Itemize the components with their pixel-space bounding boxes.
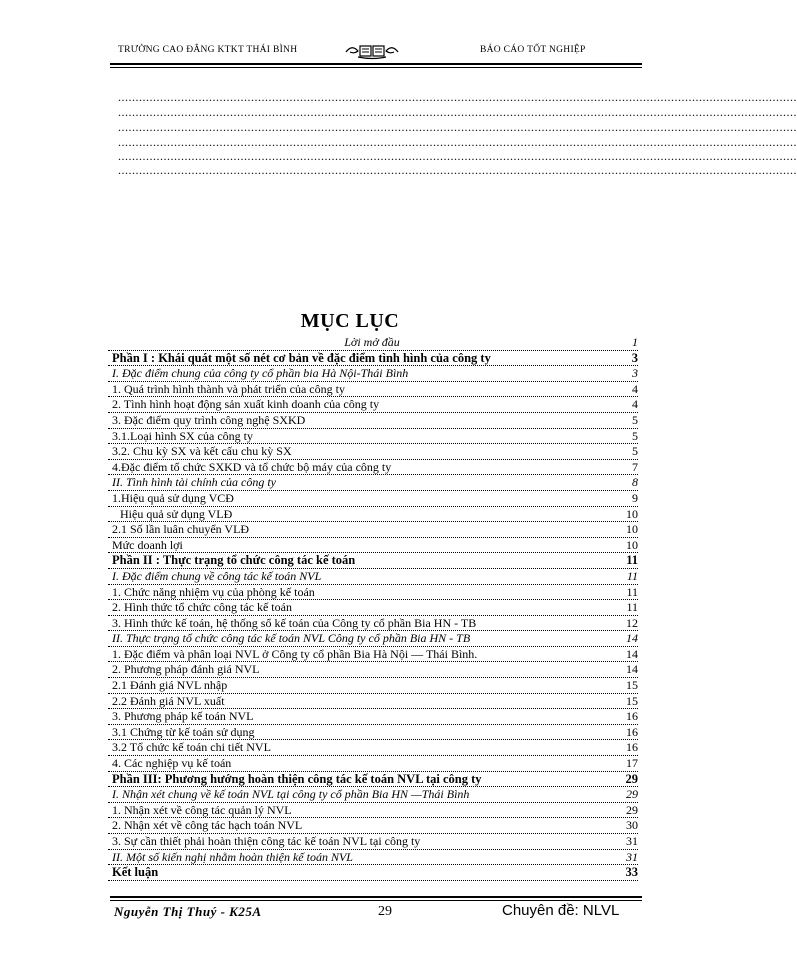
page-footer	[112, 902, 648, 928]
toc-entry-page: 3	[631, 350, 638, 365]
toc-entry	[108, 803, 638, 819]
toc-entry-title: 2. Hình thức tổ chức công tác kế toán	[112, 600, 292, 615]
toc-entry-title: 3.2 Tổ chức kế toán chi tiết NVL	[112, 740, 271, 755]
toc-entry	[108, 429, 638, 445]
toc-entry-page: 15	[626, 678, 638, 693]
toc-entry-title: 3.1.Loại hình SX của công ty	[112, 428, 253, 443]
toc-entry-page: 1	[632, 335, 638, 349]
dotted-line: ..................................................................................................................................................................................................	[118, 90, 797, 104]
toc-entry-title: 2.1 Số lần luân chuyển VLĐ	[112, 522, 250, 537]
toc-entry	[108, 865, 638, 881]
toc-entry	[108, 397, 638, 413]
toc-entry-title: Kết luận	[112, 865, 159, 880]
toc-entry-page: 15	[626, 693, 638, 708]
toc-entry-title: I. Đặc điểm chung của công ty cổ phần bia Hà Nội-Thái Bình	[112, 366, 409, 381]
toc-entry-page: 4	[632, 397, 638, 412]
footer-page-number: 29	[378, 904, 392, 919]
toc-entry-title: I. Đặc điểm chung về công tác kế toán NVL	[112, 568, 322, 583]
toc-entry-title: Hiệu quả sử dụng VLĐ	[120, 506, 233, 521]
toc-entry	[108, 709, 638, 725]
toc-entry-title: Phần I : Khái quát một số nét cơ bản về đặc điểm tình hình của công ty	[112, 350, 491, 365]
toc-entry	[108, 756, 638, 772]
toc-entry-title: 1. Nhận xét về công tác quản lý NVL	[112, 802, 292, 817]
toc-entry	[108, 787, 638, 803]
toc-entry	[108, 818, 638, 834]
toc-entry	[108, 460, 638, 476]
toc-entry	[108, 678, 638, 694]
toc-entry-title: 3. Đặc điểm quy trình công nghệ SXKD	[112, 412, 306, 427]
toc-entry-page: 3	[632, 366, 638, 381]
toc-entry-page: 4	[632, 381, 638, 396]
dotted-line: ..................................................................................................................................................................................................	[118, 149, 797, 163]
dotted-line: ..................................................................................................................................................................................................	[118, 163, 797, 177]
toc-entry-page: 14	[626, 646, 638, 661]
toc-entry-title: 4.Đặc điểm tổ chức SXKD và tổ chức bộ máy của công ty	[112, 459, 392, 474]
toc-entry-title: II. Tình hình tài chính của công ty	[112, 475, 276, 490]
toc-entry-page: 7	[632, 459, 638, 474]
toc-entry-page: 11	[626, 600, 638, 615]
toc-entry-title: 1. Đặc điểm và phân loại NVL ở Công ty cổ phần Bia Hà Nội — Thái Bình.	[112, 646, 478, 661]
toc-entry-title: 3.2. Chu kỳ SX và kết cấu chu kỳ SX	[112, 444, 292, 459]
dotted-line: ..................................................................................................................................................................................................	[118, 120, 797, 134]
toc-entry	[108, 444, 638, 460]
toc-entry	[108, 725, 638, 741]
toc-entry-title: Lời mở đầu	[344, 335, 400, 349]
toc-entry-page: 17	[626, 756, 638, 771]
dotted-line: ..................................................................................................................................................................................................	[118, 105, 797, 119]
footer-author: Nguyễn Thị Thuý - K25A	[114, 904, 262, 919]
toc-entry-title: 3. Hình thức kế toán, hệ thống sổ kế toán của Công ty cổ phần Bia HN - TB	[112, 615, 477, 630]
toc-entry-page: 5	[632, 428, 638, 443]
toc-entry-title: II. Thực trạng tổ chức công tác kế toán NVL Công ty cổ phần Bia HN - TB	[112, 631, 471, 646]
table-of-contents	[108, 335, 638, 881]
toc-entry-page: 11	[626, 568, 638, 583]
toc-entry-title: 4. Các nghiệp vụ kế toán	[112, 756, 232, 771]
footer-topic: Chuyên đề: NLVL	[502, 902, 620, 919]
toc-entry-title: 3.1 Chứng từ kế toán sử dụng	[112, 724, 255, 739]
toc-entry-page: 12	[626, 615, 638, 630]
toc-entry	[108, 413, 638, 429]
toc-entry	[108, 491, 638, 507]
toc-entry	[108, 522, 638, 538]
toc-entry-page: 16	[626, 709, 638, 724]
toc-entry	[108, 335, 638, 351]
toc-entry-title: 2. Nhận xét về công tác hạch toán NVL	[112, 818, 303, 833]
toc-entry-title: 2.1 Đánh giá NVL nhập	[112, 678, 228, 693]
footer-rule-thin	[110, 900, 642, 901]
toc-entry	[108, 631, 638, 647]
toc-entry-title: 3. Phương pháp kế toán NVL	[112, 709, 254, 724]
toc-entry-title: II. Một số kiến nghị nhằm hoàn thiện kế toán NVL	[112, 849, 353, 864]
toc-entry	[108, 507, 638, 523]
toc-entry	[108, 616, 638, 632]
header-rule-thin	[110, 67, 642, 68]
toc-entry-title: 1.Hiệu quả sử dụng VCĐ	[112, 490, 234, 505]
toc-entry-page: 5	[632, 412, 638, 427]
toc-entry	[108, 662, 638, 678]
page-title: MỤC LỤC	[300, 310, 400, 332]
toc-entry	[108, 538, 638, 554]
toc-entry-page: 29	[626, 787, 638, 802]
toc-entry	[108, 382, 638, 398]
toc-entry-title: 2.2 Đánh giá NVL xuất	[112, 693, 225, 708]
toc-entry-title: Phần III: Phương hướng hoàn thiện công tác kế toán NVL tại công ty	[112, 771, 482, 786]
toc-entry-page: 29	[626, 802, 638, 817]
toc-entry-page: 8	[632, 475, 638, 490]
toc-entry-page: 31	[626, 849, 638, 864]
toc-entry	[108, 647, 638, 663]
toc-entry	[108, 569, 638, 585]
toc-entry-page: 10	[626, 506, 638, 521]
toc-entry	[108, 585, 638, 601]
toc-entry-page: 30	[626, 818, 638, 833]
toc-entry-page: 10	[626, 522, 638, 537]
toc-entry	[108, 553, 638, 569]
toc-entry-title: 2. Phương pháp đánh giá NVL	[112, 662, 260, 677]
toc-entry	[108, 475, 638, 491]
toc-entry	[108, 834, 638, 850]
toc-entry-title: 1. Chức năng nhiệm vụ của phòng kế toán	[112, 584, 315, 599]
toc-entry-page: 33	[625, 865, 638, 880]
toc-entry-page: 10	[626, 537, 638, 552]
toc-entry	[108, 600, 638, 616]
toc-entry-page: 16	[626, 724, 638, 739]
toc-entry-title: 1. Quá trình hình thành và phát triển của công ty	[112, 381, 345, 396]
header-report: BÁO CÁO TỐT NGHIỆP	[480, 45, 586, 55]
toc-entry-page: 5	[632, 444, 638, 459]
book-ornament-icon	[344, 42, 400, 65]
toc-entry-page: 31	[626, 834, 638, 848]
toc-entry	[108, 351, 638, 367]
toc-entry-title: Phần II : Thực trạng tổ chức công tác kế toán	[112, 553, 356, 568]
header-rule	[110, 63, 642, 65]
toc-entry-title: Mức doanh lợi	[112, 537, 183, 552]
toc-entry-page: 16	[626, 740, 638, 755]
toc-entry-page: 14	[626, 662, 638, 677]
page-header	[112, 42, 642, 64]
header-school: TRƯỜNG CAO ĐẲNG KTKT THÁI BÌNH	[118, 45, 298, 55]
toc-entry-page: 9	[632, 490, 638, 505]
toc-entry-title: I. Nhận xét chung về kế toán NVL tại công ty cổ phần Bia HN —Thái Bình	[112, 787, 470, 802]
dotted-line: ..................................................................................................................................................................................................	[118, 135, 797, 149]
toc-entry-title: 2. Tình hình hoạt động sản xuất kinh doanh của công ty	[112, 397, 380, 412]
toc-entry-title: 3. Sự cần thiết phải hoàn thiện công tác kế toán NVL tại công ty	[112, 834, 421, 848]
toc-entry	[108, 694, 638, 710]
toc-entry	[108, 850, 638, 866]
toc-entry-page: 11	[626, 584, 638, 599]
toc-entry-page: 11	[626, 553, 638, 568]
toc-entry-page: 14	[626, 631, 638, 646]
toc-entry	[108, 366, 638, 382]
toc-entry-page: 29	[625, 771, 638, 786]
footer-rule	[110, 896, 642, 898]
toc-entry	[108, 772, 638, 788]
toc-entry	[108, 740, 638, 756]
